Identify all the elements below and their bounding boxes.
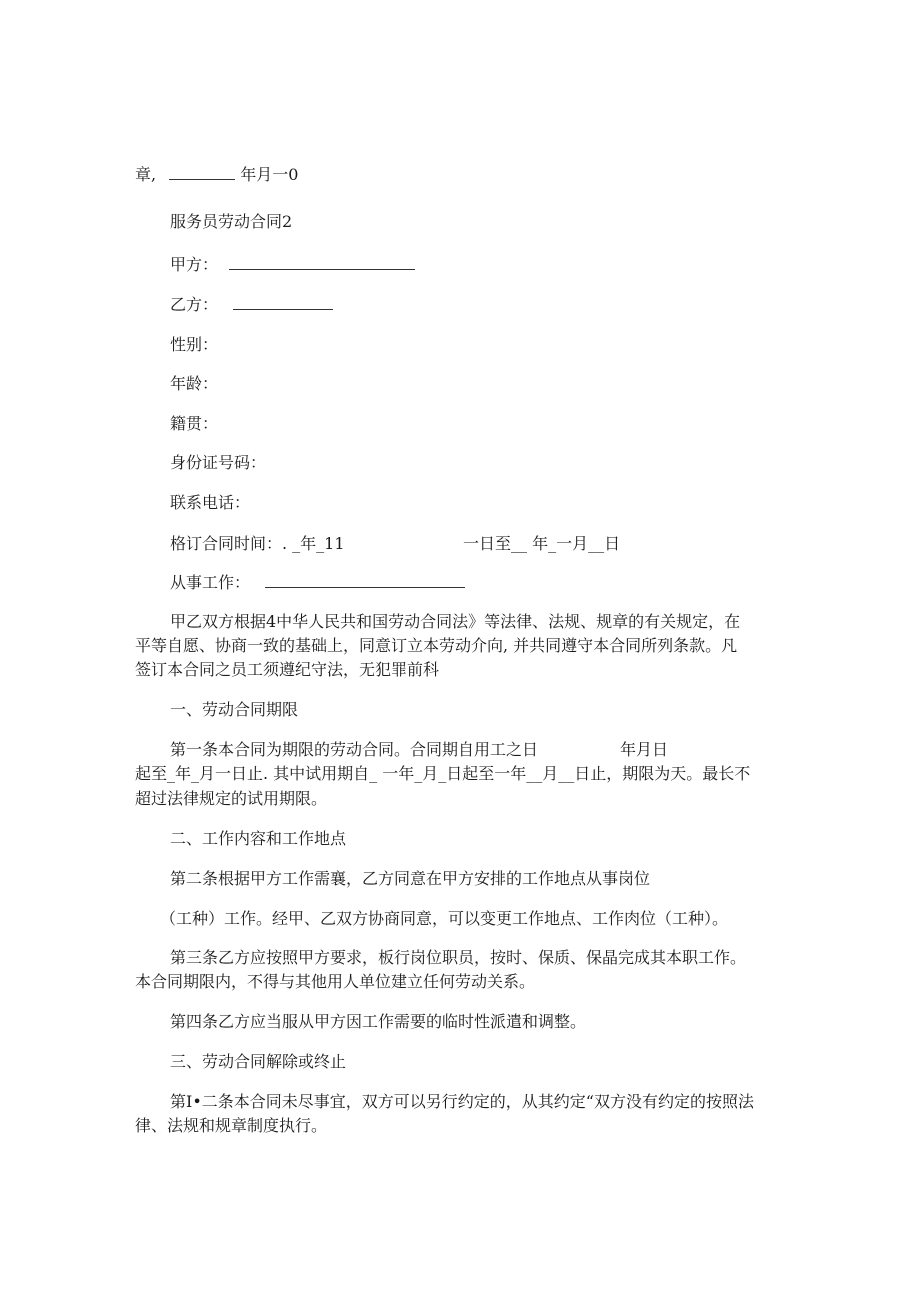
gender-label: 性别： <box>170 335 219 354</box>
date-blank <box>169 165 235 180</box>
article-1-line-3: 超过法律规定的试用期限。 <box>135 789 328 808</box>
job-field <box>170 573 465 593</box>
article-5-line-2: 律、法规和规章制度执行。 <box>135 1116 328 1135</box>
job-blank <box>265 573 465 588</box>
top-line-suffix: 年月一0 <box>240 165 299 184</box>
contract-title: 服务员劳动合同2 <box>170 212 293 231</box>
party-a-blank <box>229 255 415 270</box>
article-5-line-1: 第I•二条本合同未尽事宜，双方可以另行约定的，从其约定“双方没有约定的按照法 <box>170 1092 754 1111</box>
article-2-line-1: 第二条根据甲方工作需襄，乙方同意在甲方安排的工作地点从事岗位 <box>170 869 651 888</box>
party-a-field <box>170 255 415 275</box>
sign-time-right: 一日至__ 年_一月__日 <box>463 534 621 553</box>
article-3-line-2: 本合同期限内，不得与其他用人单位建立任何劳动关系。 <box>135 972 536 991</box>
party-b-label: 乙方： <box>170 295 219 314</box>
top-line <box>135 165 298 185</box>
section-3-title: 三、劳动合同解除或终止 <box>170 1052 347 1071</box>
preamble-line-3: 签订本合同之员工须遵纪守法，无犯罪前科 <box>135 660 440 679</box>
party-b-blank <box>233 295 333 310</box>
section-2-title: 二、工作内容和工作地点 <box>170 829 347 848</box>
article-2-line-2: （工种）工作。经甲、乙双方协商同意，可以变更工作地点、工作肉位（工种）。 <box>160 909 729 928</box>
sign-time-left: 格订合同时间：. _年_11 <box>170 534 345 553</box>
id-number-label: 身份证号码： <box>170 453 267 472</box>
article-1-line-1-right: 年月日 <box>620 740 669 759</box>
preamble-line-2: 平等自愿、协商一致的基础上，同意订立本劳动介向, 并共同遵守本合同所列条款。凡 <box>135 636 738 655</box>
preamble-line-1: 甲乙双方根据4中华人民共和国劳动合同法》等法律、法规、规章的有关规定，在 <box>170 612 741 631</box>
section-1-title: 一、劳动合同期限 <box>170 700 299 719</box>
article-4: 第四条乙方应当服从甲方因工作需要的临时性派遣和调整。 <box>170 1012 587 1031</box>
party-a-label: 甲方： <box>170 255 219 274</box>
party-b-field <box>170 295 333 315</box>
article-3-line-1: 第三条乙方应按照甲方要求，板行岗位职员，按时、保质、保晶完成其本职工作。 <box>170 948 747 967</box>
native-place-label: 籍贯： <box>170 414 219 433</box>
top-line-prefix: 章, <box>135 165 157 184</box>
article-1-line-1-left: 第一条本合同为期限的劳动合同。合同期自用工之日 <box>170 740 539 759</box>
article-1-line-2: 起至_年_月一日止. 其中试用期自_ 一年_月_日起至一年__月__日止，期限为天。最长不 <box>135 764 751 783</box>
job-label: 从事工作： <box>170 573 251 592</box>
age-label: 年龄： <box>170 374 219 393</box>
phone-label: 联系电话： <box>170 493 251 512</box>
